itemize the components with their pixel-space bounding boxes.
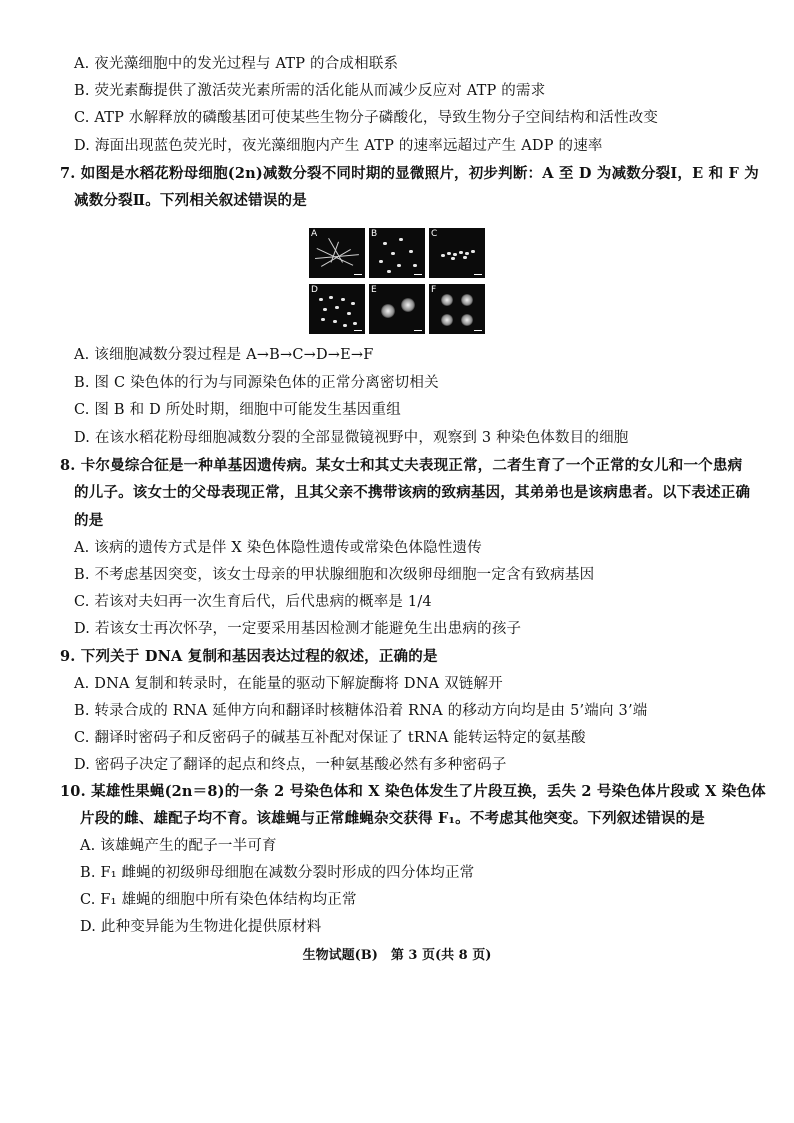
q8-stem-line3: 的是	[74, 512, 104, 529]
micrograph-panel-a	[309, 228, 365, 278]
q6-option-d: D. 海面出现蓝色荧光时，夜光藻细胞内产生 ATP 的速率远超过产生 ADP 的速率	[74, 138, 603, 154]
q10-stem-line2: 片段的雌、雄配子均不育。该雄蝇与正常雌蝇杂交获得 F₁。不考虑其他突变。下列叙述错误的是	[80, 810, 705, 827]
q7-option-a: A. 该细胞减数分裂过程是 A→B→C→D→E→F	[74, 347, 374, 363]
q9-stem-line1: 9. 下列关于 DNA 复制和基因表达过程的叙述，正确的是	[60, 648, 438, 665]
q8-option-d: D. 若该女士再次怀孕，一定要采用基因检测才能避免生出患病的孩子	[74, 621, 522, 637]
q7-option-c: C. 图 B 和 D 所处时期，细胞中可能发生基因重组	[74, 402, 401, 418]
micrograph-panel-b	[369, 228, 425, 278]
micrograph-panel-e	[369, 284, 425, 334]
q6-option-b: B. 荧光素酶提供了激活荧光素所需的活化能从而减少反应对 ATP 的需求	[74, 83, 546, 99]
q9-option-d: D. 密码子决定了翻译的起点和终点，一种氨基酸必然有多种密码子	[74, 757, 507, 773]
micrograph-panel-f	[429, 284, 485, 334]
q10-option-c: C. F₁ 雄蝇的细胞中所有染色体结构均正常	[80, 892, 357, 908]
q10-option-b: B. F₁ 雌蝇的初级卵母细胞在减数分裂时形成的四分体均正常	[80, 865, 475, 881]
q7-stem-line1: 7. 如图是水稻花粉母细胞(2n)减数分裂不同时期的显微照片，初步判断：A 至 D 为减数分裂Ⅰ，E 和 F 为	[60, 165, 759, 182]
q10-option-d: D. 此种变异能为生物进化提供原材料	[80, 919, 322, 935]
q7-option-b: B. 图 C 染色体的行为与同源染色体的正常分离密切相关	[74, 375, 439, 391]
q7-stem-line2: 减数分裂Ⅱ。下列相关叙述错误的是	[74, 192, 307, 209]
panel-label-a: A	[311, 229, 318, 239]
q7-option-d: D. 在该水稻花粉母细胞减数分裂的全部显微镜视野中，观察到 3 种染色体数目的细胞	[74, 430, 629, 446]
panel-label-c: C	[431, 229, 438, 239]
q6-option-c: C. ATP 水解释放的磷酸基团可使某些生物分子磷酸化，导致生物分子空间结构和活性改变	[74, 110, 659, 126]
q9-option-c: C. 翻译时密码子和反密码子的碱基互补配对保证了 tRNA 能转运特定的氨基酸	[74, 730, 586, 746]
q8-option-c: C. 若该对夫妇再一次生育后代，后代患病的概率是 1/4	[74, 594, 432, 610]
panel-label-d: D	[311, 285, 318, 295]
q8-stem-line1: 8. 卡尔曼综合征是一种单基因遗传病。某女士和其丈夫表现正常，二者生育了一个正常的女儿和一个患病	[60, 457, 743, 474]
micrograph-panel-c	[429, 228, 485, 278]
q8-option-a: A. 该病的遗传方式是伴 X 染色体隐性遗传或常染色体隐性遗传	[74, 540, 482, 556]
q6-option-a: A. 夜光藻细胞中的发光过程与 ATP 的合成相联系	[74, 56, 399, 72]
q9-option-a: A. DNA 复制和转录时，在能量的驱动下解旋酶将 DNA 双链解开	[74, 676, 503, 692]
panel-label-f: F	[431, 285, 437, 295]
meiosis-micrographs	[309, 228, 485, 336]
micrograph-panel-d	[309, 284, 365, 334]
q10-stem-line1: 10. 某雄性果蝇(2n＝8)的一条 2 号染色体和 X 染色体发生了片段互换，丢失 2 号染色体片段或 X 染色体	[60, 783, 766, 800]
page-footer: 生物试题(B) 第 3 页(共 8 页)	[302, 948, 492, 963]
panel-label-b: B	[371, 229, 378, 239]
panel-label-e: E	[371, 285, 377, 295]
q9-option-b: B. 转录合成的 RNA 延伸方向和翻译时核糖体沿着 RNA 的移动方向均是由 5’端向 3’端	[74, 703, 648, 719]
q8-stem-line2: 的儿子。该女士的父母表现正常，且其父亲不携带该病的致病基因，其弟弟也是该病患者。以下表述正确	[74, 484, 751, 501]
q8-option-b: B. 不考虑基因突变，该女士母亲的甲状腺细胞和次级卵母细胞一定含有致病基因	[74, 567, 595, 583]
q10-option-a: A. 该雄蝇产生的配子一半可育	[80, 838, 277, 854]
